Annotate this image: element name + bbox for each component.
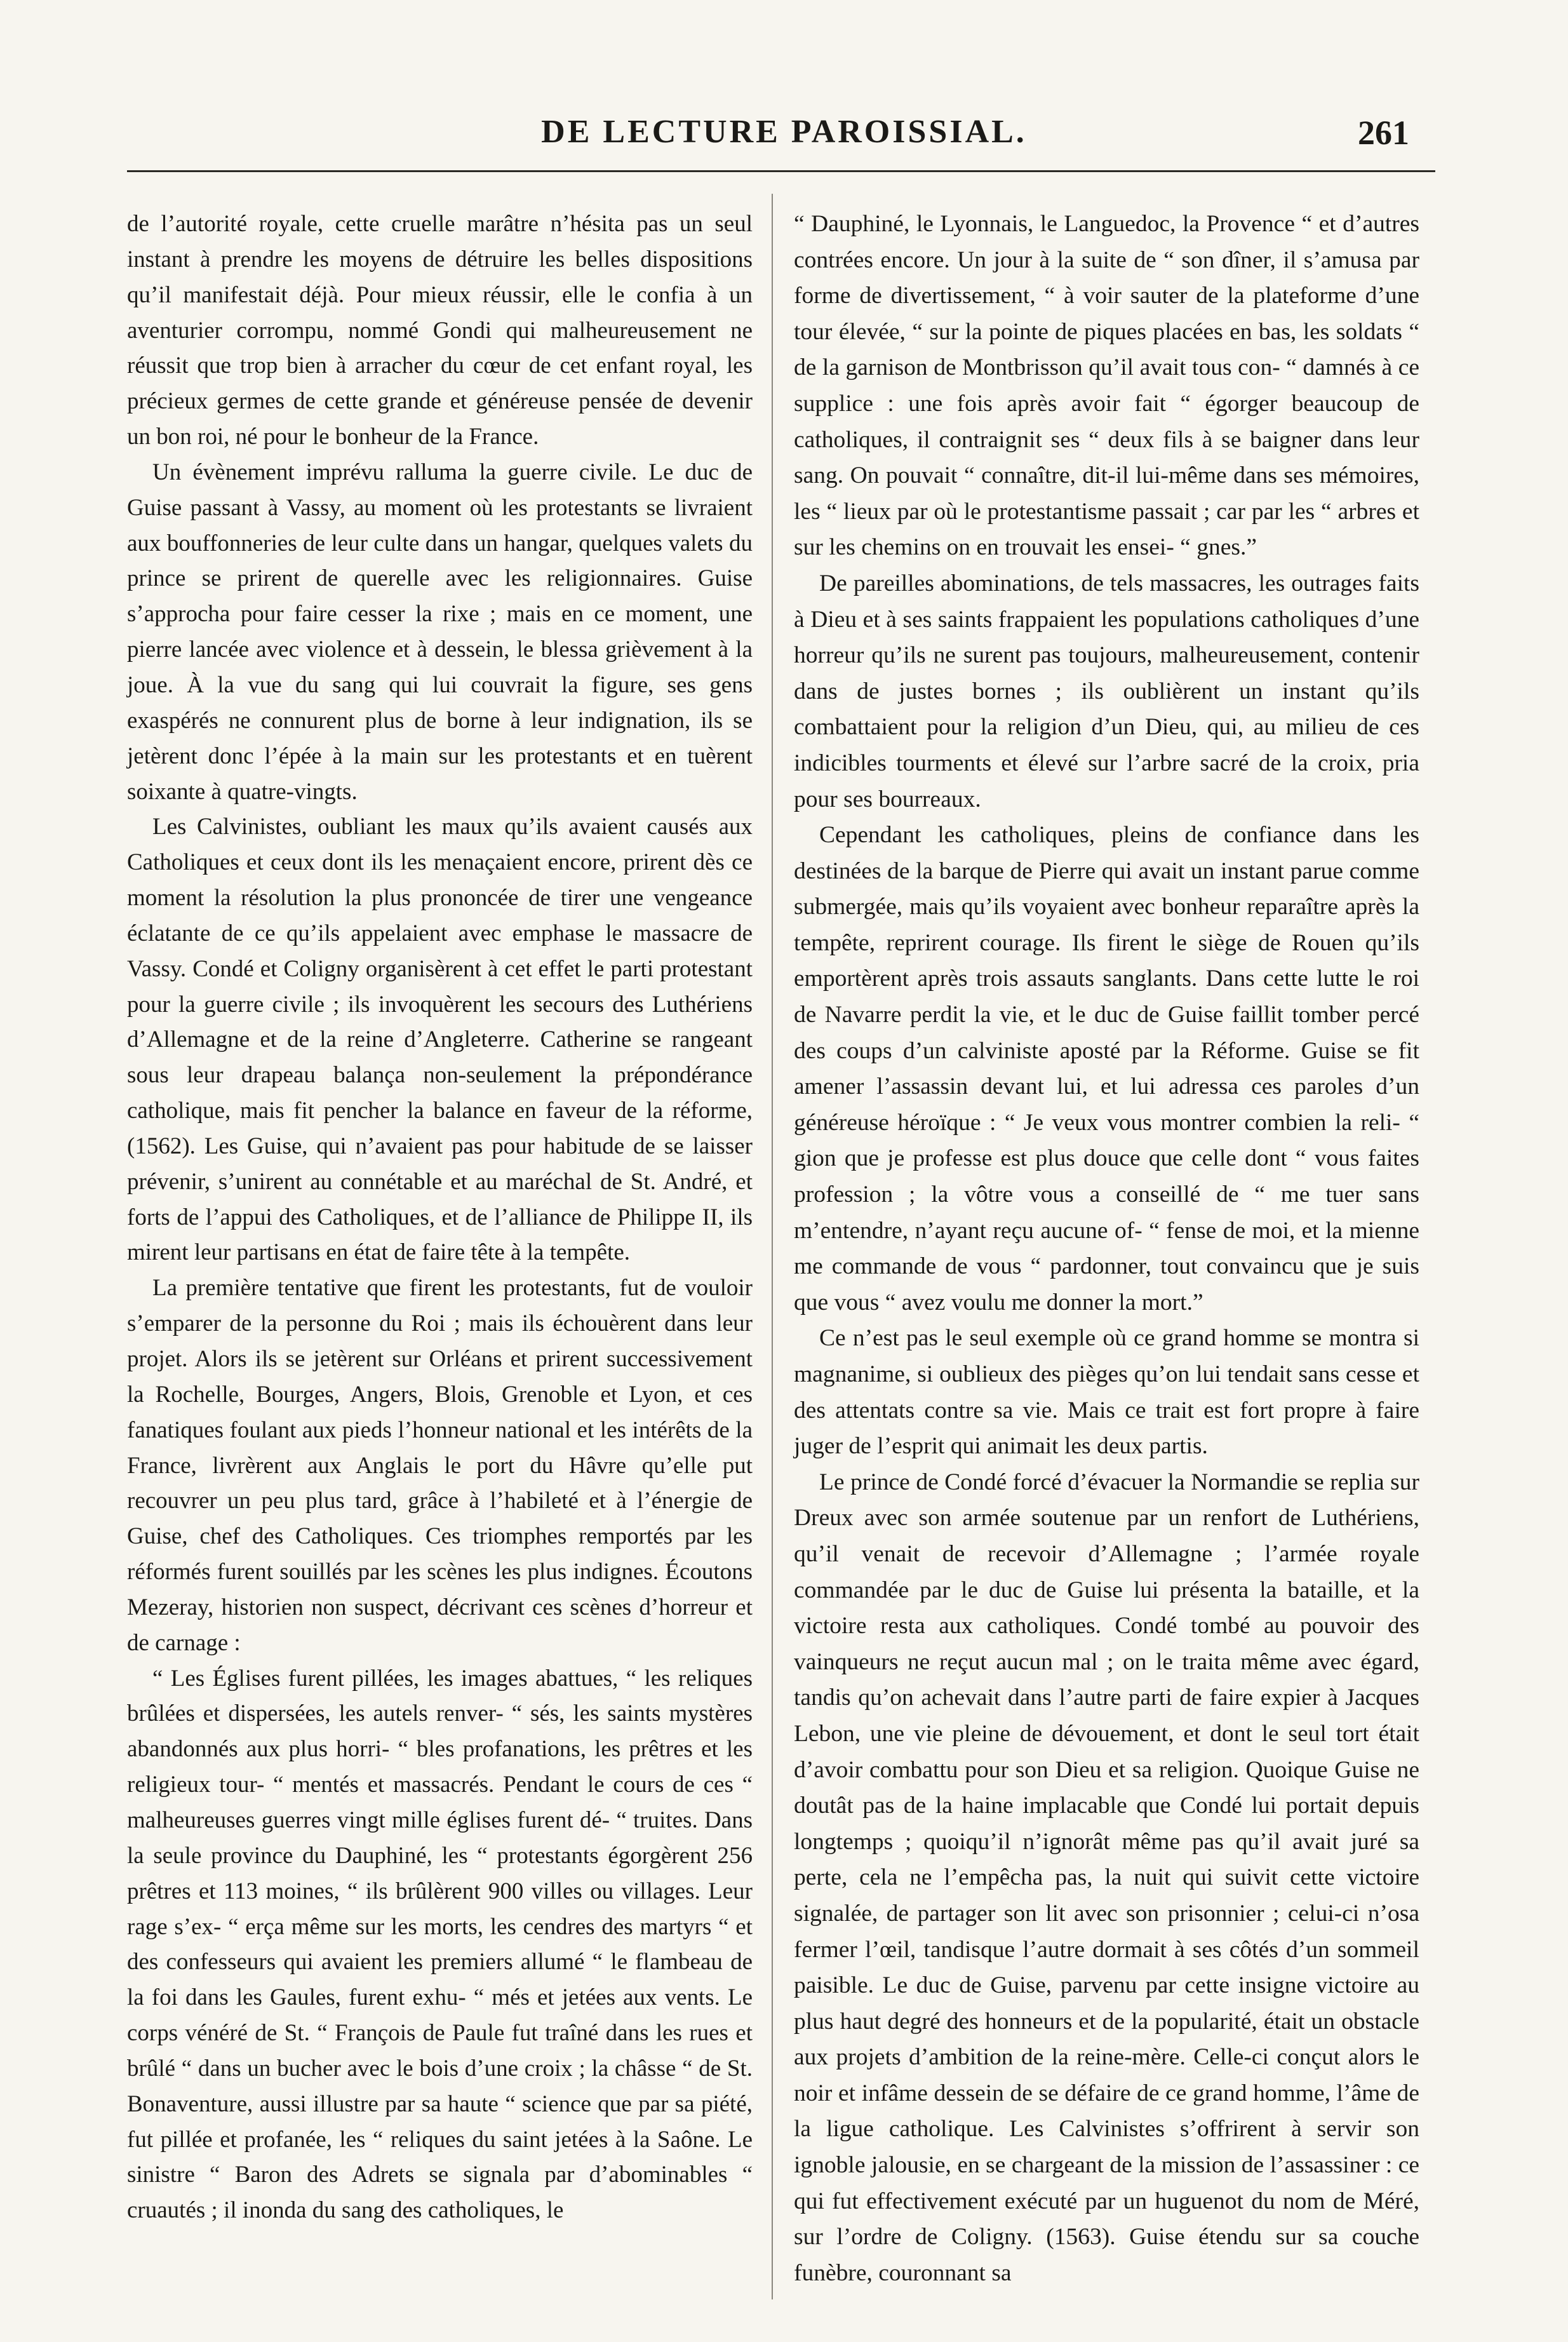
quotation: “ Dauphiné, le Lyonnais, le Languedoc, la Provence “ et d’autres contrées encore. Un jour à la suite de “ son dîner, il s’amusa par forme de divertissement, “ à voir sauter de la plateforme d’une tour élevée, “ sur la pointe de piques placées en bas, les soldats “ de la garnison de Montbrisson qu’il avait tous con- “ damnés à ce supplice : une fois après avoir fait “ égorger beaucoup de catholiques, il contraignit ses “ deux fils à se baigner dans leur sang. On pouvait “ connaître, dit-il lui-même dans ses mémoires, les “ lieux par où le protestantisme passait ; car par les “ arbres et sur les chemins on en trouvait les ensei- “ gnes.”	[794, 211, 1419, 561]
header-rule	[127, 170, 1435, 172]
paragraph: De pareilles abominations, de tels massacres, les outrages faits à Dieu et à ses saints frappaient les populations catholiques d’une horreur qu’ils ne surent pas toujours, malheureusement, contenir dans de justes bornes ; ils oublièrent un instant qu’ils combattaient pour la religion d’un Dieu, qui, au milieu de ces indicibles tourments et élevé sur l’arbre sacré de la croix, pria pour ses bourreaux.	[794, 570, 1419, 812]
quotation: “ Les Églises furent pillées, les images abattues, “ les reliques brûlées et dispersées, les autels renver- “ sés, les saints mystères abandonnés aux plus horri- “ bles profanations, les prêtres et les religieux tour- “ mentés et massacrés. Pendant le cours de ces “ malheureuses guerres vingt mille églises furent dé- “ truites. Dans la seule province du Dauphiné, les “ protestants égorgèrent 256 prêtres et 113 moines, “ ils brûlèrent 900 villes ou villages. Leur rage s’ex- “ erça même sur les morts, les cendres des martyrs “ et des confesseurs qui avaient les premiers allumé “ le flambeau de la foi dans les Gaules, furent exhu- “ més et jetées aux vents. Le corps vénéré de St. “ François de Paule fut traîné dans les rues et brûlé “ dans un bucher avec le bois d’une croix ; la châsse “ de St. Bonaventure, aussi illustre par sa haute “ science que par sa piété, fut pillée et profanée, les “ reliques du saint jetées à la Saône. Le sinistre “ Baron des Adrets se signala par d’abominables “ cruautés ; il inonda du sang des catholiques, le	[127, 1665, 753, 2224]
paragraph: Les Calvinistes, oubliant les maux qu’ils avaient causés aux Catholiques et ceux dont ils les menaçaient encore, prirent dès ce moment la résolution la plus prononcée de tirer une vengeance éclatante de ce qu’ils appelaient avec emphase le massacre de Vassy. Condé et Coligny organisèrent à cet effet le parti protestant pour la guerre civile ; ils invoquèrent les secours des Luthériens d’Allemagne et de la reine d’Angleterre. Catherine se rangeant sous leur drapeau balança non-seulement la prépondérance catholique, mais fit pencher la balance en faveur de la réforme, (1562). Les Guise, qui n’avaient pas pour habitude de se laisser prévenir, s’unirent au connétable et au maréchal de St. André, et forts de l’appui des Catholiques, et de l’alliance de Philippe II, ils mirent leur partisans en état de faire tête à la tempête.	[127, 814, 753, 1266]
paragraph: Ce n’est pas le seul exemple où ce grand homme se montra si magnanime, si oublieux des pièges qu’on lui tendait sans cesse et des attentats contre sa vie. Mais ce trait est fort propre à faire juger de l’esprit qui animait les deux partis.	[794, 1325, 1419, 1460]
column-divider	[772, 194, 773, 2299]
right-column	[794, 206, 1419, 2291]
paragraph: Un évènement imprévu ralluma la guerre civile. Le duc de Guise passant à Vassy, au moment où les protestants se livraient aux bouffonneries de leur culte dans un hangar, quelques valets du prince se prirent de querelle avec les religionnaires. Guise s’approcha pour faire cesser la rixe ; mais en ce moment, une pierre lancée avec violence et à dessein, le blessa grièvement à la joue. À la vue du sang qui lui couvrait la figure, ses gens exaspérés ne connurent plus de borne à leur indignation, ils se jetèrent donc l’épée à la main sur les protestants et en tuèrent soixante à quatre-vingts.	[127, 459, 753, 805]
paragraph: Le prince de Condé forcé d’évacuer la Normandie se replia sur Dreux avec son armée soutenue par un renfort de Luthériens, qu’il venait de recevoir d’Allemagne ; l’armée royale commandée par le duc de Guise lui présenta la bataille, et la victoire resta aux catholiques. Condé tombé au pouvoir des vainqueurs ne reçut aucun mal ; on le traita même avec égard, tandis qu’on achevait dans l’autre parti de faire expier à Jacques Lebon, une vie pleine de dévouement, et dont le seul tort était d’avoir combattu pour son Dieu et sa religion. Quoique Guise ne doutât pas de la haine implacable que Condé lui portait depuis longtemps ; quoiqu’il n’ignorât même pas qu’il avait juré sa perte, cela ne l’empêcha pas, la nuit qui suivit cette victoire signalée, de partager son lit avec son prisonnier ; celui-ci n’osa fermer l’œil, tandisque l’autre dormait à ses côtés d’un sommeil paisible. Le duc de Guise, parvenu par cette insigne victoire au plus haut degré des honneurs et de la popularité, était un obstacle aux projets d’ambition de la reine-mère. Celle-ci conçut alors le noir et infâme dessein de se défaire de ce grand homme, l’âme de la ligue catholique. Les Calvinistes s’offrirent à servir son ignoble jalousie, en se chargeant de la mission de l’assassiner : ce qui fut effectivement exécuté par un huguenot du nom de Méré, sur l’ordre de Coligny. (1563). Guise étendu sur sa couche funèbre, couronnant sa	[794, 1469, 1419, 2286]
left-column	[127, 206, 753, 2228]
paragraph: de l’autorité royale, cette cruelle marâtre n’hésita pas un seul instant à prendre les moyens de détruire les belles dispositions qu’il manifestait déjà. Pour mieux réussir, elle le confia à un aventurier corrompu, nommé Gondi qui malheureusement ne réussit que trop bien à arracher du cœur de cet enfant royal, les précieux germes de cette grande et généreuse pensée de devenir un bon roi, né pour le bonheur de la France.	[127, 211, 753, 450]
paragraph: Cependant les catholiques, pleins de confiance dans les destinées de la barque de Pierre qui avait un instant parue comme submergée, mais qu’ils voyaient avec bonheur reparaître après la tempête, reprirent courage. Ils firent le siège de Rouen qu’ils emportèrent après trois assauts sanglants. Dans cette lutte le roi de Navarre perdit la vie, et le duc de Guise faillit tomber percé des coups d’un calviniste aposté par la Réforme. Guise se fit amener l’assassin devant lui, et lui adressa ces paroles d’un généreuse héroïque : “ Je veux vous montrer combien la reli- “ gion que je professe est plus douce que celle dont “ vous faites profession ; la vôtre vous a conseillé de “ me tuer sans m’entendre, n’ayant reçu aucune of- “ fense de moi, et la mienne me commande de vous “ pardonner, tout convaincu que je suis que vous “ avez voulu me donner la mort.”	[794, 822, 1419, 1316]
page-number: 261	[1358, 114, 1409, 152]
paragraph: La première tentative que firent les protestants, fut de vouloir s’emparer de la personne du Roi ; mais ils échouèrent dans leur projet. Alors ils se jetèrent sur Orléans et prirent successivement la Rochelle, Bourges, Angers, Blois, Grenoble et Lyon, et ces fanatiques foulant aux pieds l’honneur national et les intérêts de la France, livrèrent aux Anglais le port du Hâvre qu’elle put recouvrer un peu plus tard, grâce à l’habileté et à l’énergie de Guise, chef des Catholiques. Ces triomphes remportés par les réformés furent souillés par les scènes les plus indignes. Écoutons Mezeray, historien non suspect, décrivant ces scènes d’horreur et de carnage :	[127, 1275, 753, 1656]
running-header	[0, 113, 1568, 158]
running-title: DE LECTURE PAROISSIAL.	[541, 114, 1027, 150]
